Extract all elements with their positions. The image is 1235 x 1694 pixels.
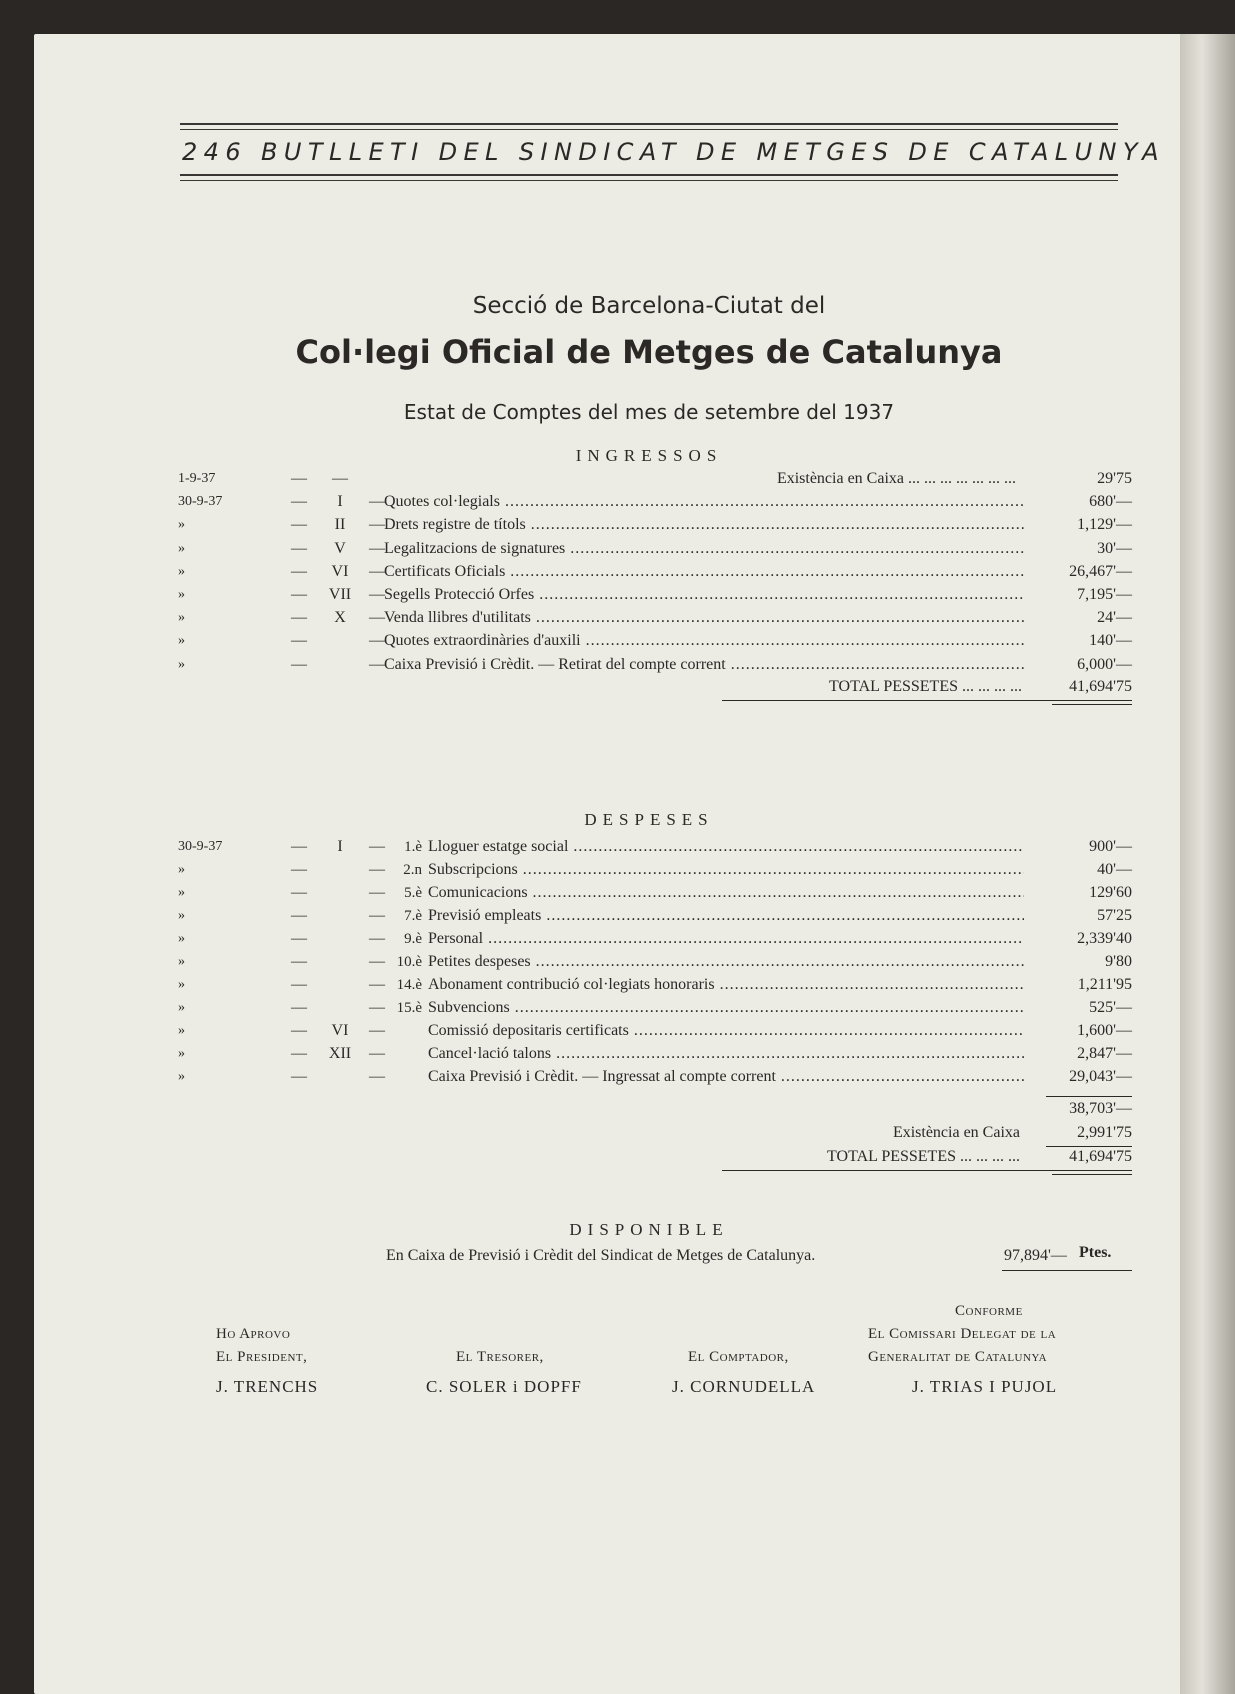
row-date: 30-9-37 (178, 839, 223, 854)
row-dash: — (291, 470, 307, 487)
row-dash: — (369, 609, 385, 627)
existencia-amount: 2,991'75 (1077, 1124, 1132, 1141)
tresorer-name: C. SOLER i DOPFF (426, 1377, 582, 1396)
row-dash: — (369, 562, 385, 580)
row-description: Quotes col·legials ..... (384, 491, 1024, 513)
existencia-label: Existència en Caixa (892, 1124, 1020, 1141)
row-dash: — (291, 907, 307, 924)
row-chapter: I (337, 493, 343, 511)
page-title: Col·legi Oficial de Metges de Catalunya (295, 333, 1003, 371)
row-description: Drets registre de títols ..... (384, 514, 1024, 536)
table-row (0, 882, 1235, 904)
row-description: Segells Protecció Orfes ..... (384, 584, 1024, 606)
row-date: » (178, 1000, 185, 1015)
running-head (182, 138, 1165, 172)
row-amount: 9'80 (1026, 951, 1132, 973)
table-row (0, 630, 1235, 652)
row-date: » (178, 885, 185, 900)
row-article: 2.n (403, 862, 422, 878)
row-chapter: XII (328, 1045, 352, 1062)
row-dash: — (291, 1022, 307, 1039)
table-row (0, 654, 1235, 676)
row-description: Subscripcions ..... (428, 859, 1024, 881)
row-dash: — (291, 586, 307, 603)
existencia-rule (1046, 1146, 1132, 1147)
row-amount: 24'— (1026, 607, 1132, 629)
row-dash: — (369, 1068, 385, 1085)
comptador-title: El Comptador, (688, 1349, 789, 1365)
ingressos-total-amount: 41,694'75 (1069, 678, 1132, 695)
row-amount: 1,600'— (1026, 1020, 1132, 1042)
row-amount: 1,211'95 (1026, 974, 1132, 996)
row-date: » (178, 563, 185, 579)
table-row (0, 836, 1235, 858)
table-row (0, 905, 1235, 927)
row-amount: 7,195'— (1026, 584, 1132, 606)
despeses-subtotal-amount: 38,703'— (1069, 1100, 1132, 1117)
table-row (0, 468, 1235, 490)
row-date: 1-9-37 (178, 471, 216, 486)
row-dash: — (291, 632, 307, 650)
row-description: Venda llibres d'utilitats ..... (384, 607, 1024, 629)
disponible-unit: Ptes. (1079, 1244, 1112, 1261)
row-article: 9.è (404, 931, 422, 947)
row-dash: — (291, 1068, 307, 1085)
row-amount: 1,129'— (1026, 514, 1132, 536)
row-dash: — (369, 516, 385, 534)
row-article: 10.è (396, 954, 422, 970)
journal-title: BUTLLETI DEL SINDICAT DE METGES DE CATALUNYA (261, 138, 1165, 166)
row-dash: — (291, 930, 307, 947)
row-date: » (178, 908, 185, 923)
row-chapter: V (334, 539, 346, 557)
president-approval: Ho Aprovo (216, 1326, 291, 1342)
row-date: » (178, 633, 185, 649)
ingressos-total-rule (722, 700, 1132, 701)
row-dash: — (291, 999, 307, 1016)
comissari-title: El Comissari Delegat de la (868, 1326, 1057, 1342)
president-name: J. TRENCHS (216, 1377, 319, 1396)
ingressos-heading: INGRESSOS (575, 446, 723, 465)
row-dash: — (291, 655, 307, 673)
table-row (0, 997, 1235, 1019)
table-row (0, 607, 1235, 629)
row-dash: — (291, 493, 307, 511)
table-row (0, 974, 1235, 996)
disponible-heading: DISPONIBLE (569, 1220, 729, 1239)
table-row (0, 538, 1235, 560)
row-dash: — (369, 953, 385, 970)
row-amount: 26,467'— (1026, 561, 1132, 583)
row-dash: — (369, 493, 385, 511)
comptador-name: J. CORNUDELLA (672, 1377, 816, 1396)
row-description: Personal ..... (428, 928, 1024, 950)
row-dash: — (369, 632, 385, 650)
row-description: Petites despeses ..... (428, 951, 1024, 973)
disponible-amount: 97,894'— (1004, 1247, 1067, 1264)
row-description: Abonament contribució col·legiats honoraris ..... (428, 974, 1024, 996)
row-description: Caixa Previsió i Crèdit. — Retirat del compte corrent ..... (384, 654, 1024, 676)
row-amount: 680'— (1026, 491, 1132, 513)
row-chapter: I (337, 838, 343, 855)
row-chapter: VI (331, 562, 349, 580)
row-dash: — (369, 586, 385, 603)
row-dash: — (291, 562, 307, 580)
row-date: » (178, 954, 185, 969)
row-dash: — (291, 953, 307, 970)
row-amount: 129'60 (1026, 882, 1132, 904)
row-description: Quotes extraordinàries d'auxili ..... (384, 630, 1024, 652)
table-row (0, 514, 1235, 536)
row-dash: — (291, 884, 307, 901)
row-amount: 30'— (1026, 538, 1132, 560)
row-dash: — (291, 516, 307, 534)
row-article: 1.è (404, 839, 422, 855)
row-date: » (178, 517, 185, 533)
comissari-org: Generalitat de Catalunya (868, 1349, 1048, 1365)
table-row (0, 491, 1235, 513)
row-article: 5.è (404, 885, 422, 901)
row-date: » (178, 1069, 185, 1084)
row-date: » (178, 1046, 185, 1061)
row-amount: 29'75 (1026, 468, 1132, 490)
despeses-total-double-rule (1052, 1174, 1132, 1175)
row-dash: — (369, 1045, 385, 1062)
row-description: Previsió empleats ..... (428, 905, 1024, 927)
header-rule-bottom-thin (180, 180, 1118, 181)
row-dash: — (291, 539, 307, 557)
row-dash: — (291, 838, 307, 855)
row-description: Legalitzacions de signatures ..... (384, 538, 1024, 560)
section-subtitle: Secció de Barcelona-Ciutat del (472, 293, 826, 319)
row-description: Caixa Previsió i Crèdit. — Ingressat al compte corrent ..... (428, 1066, 1024, 1088)
row-chapter: X (334, 609, 346, 627)
row-description: Cancel·lació talons ..... (428, 1043, 1024, 1065)
header-rule-top (180, 123, 1118, 125)
table-row (0, 584, 1235, 606)
row-chapter: — (332, 470, 348, 487)
row-dash: — (291, 609, 307, 627)
row-amount: 57'25 (1026, 905, 1132, 927)
row-amount: 29,043'— (1026, 1066, 1132, 1088)
row-dash: — (369, 999, 385, 1016)
row-dash: — (291, 976, 307, 993)
row-description: Comunicacions ..... (428, 882, 1024, 904)
row-chapter: VII (328, 586, 352, 603)
president-title: El President, (216, 1349, 308, 1365)
table-row (0, 859, 1235, 881)
row-date: » (178, 656, 185, 672)
row-amount: 140'— (1026, 630, 1132, 652)
row-date: » (178, 610, 185, 626)
row-dash: — (369, 907, 385, 924)
row-chapter: VI (331, 1022, 349, 1039)
row-date: » (178, 931, 185, 946)
table-row (0, 1066, 1235, 1088)
header-rule-bottom (180, 174, 1118, 176)
row-dash: — (369, 861, 385, 878)
table-row (0, 561, 1235, 583)
row-description: Subvencions ..... (428, 997, 1024, 1019)
row-date: » (178, 977, 185, 992)
row-article: 7.è (404, 908, 422, 924)
row-date: 30-9-37 (178, 494, 223, 510)
row-dash: — (369, 539, 385, 557)
row-amount: 40'— (1026, 859, 1132, 881)
comissari-name: J. TRIAS I PUJOL (912, 1377, 1058, 1396)
disponible-rule (1002, 1270, 1132, 1271)
row-dash: — (369, 1022, 385, 1039)
row-date: » (178, 540, 185, 556)
header-rule-top-thin (180, 129, 1118, 130)
row-date: » (178, 587, 185, 602)
row-description: Comissió depositaris certificats ..... (428, 1020, 1024, 1042)
table-row (0, 928, 1235, 950)
disponible-text: En Caixa de Previsió i Crèdit del Sindicat de Metges de Catalunya. (386, 1247, 816, 1264)
row-dash: — (369, 884, 385, 901)
despeses-heading: DESPESES (584, 810, 714, 829)
statement-title: Estat de Comptes del mes de setembre del 1937 (403, 400, 895, 424)
row-chapter: II (334, 516, 346, 534)
row-date: » (178, 1023, 185, 1038)
row-article: 15.è (396, 1000, 422, 1016)
row-amount: 2,847'— (1026, 1043, 1132, 1065)
despeses-total-label: TOTAL PESSETES ... ... ... ... (827, 1148, 1020, 1165)
despeses-total-amount: 41,694'75 (1069, 1148, 1132, 1165)
despeses-subtotal-rule (1046, 1096, 1132, 1097)
row-amount: 900'— (1026, 836, 1132, 858)
row-dash: — (291, 1045, 307, 1062)
row-amount: 6,000'— (1026, 654, 1132, 676)
row-amount: 2,339'40 (1026, 928, 1132, 950)
row-dash: — (369, 655, 385, 673)
row-dash: — (369, 976, 385, 993)
despeses-total-rule (722, 1170, 1132, 1171)
row-article: 14.è (396, 977, 422, 993)
page-number: 246 (182, 138, 248, 166)
ingressos-total-label: TOTAL PESSETES ... ... ... ... (829, 678, 1022, 695)
table-row (0, 1043, 1235, 1065)
row-description: Existència en Caixa ... ... ... ... ... ... ... (776, 470, 1016, 487)
row-description: Lloguer estatge social ..... (428, 836, 1024, 858)
tresorer-title: El Tresorer, (456, 1349, 544, 1365)
row-dash: — (369, 930, 385, 947)
row-amount: 525'— (1026, 997, 1132, 1019)
row-date: » (178, 862, 185, 877)
conforme-label: Conforme (955, 1303, 1023, 1319)
row-description: Certificats Oficials ..... (384, 561, 1024, 583)
ingressos-total-double-rule (1052, 704, 1132, 705)
table-row (0, 951, 1235, 973)
table-row (0, 1020, 1235, 1042)
row-dash: — (369, 838, 385, 855)
row-dash: — (291, 861, 307, 878)
